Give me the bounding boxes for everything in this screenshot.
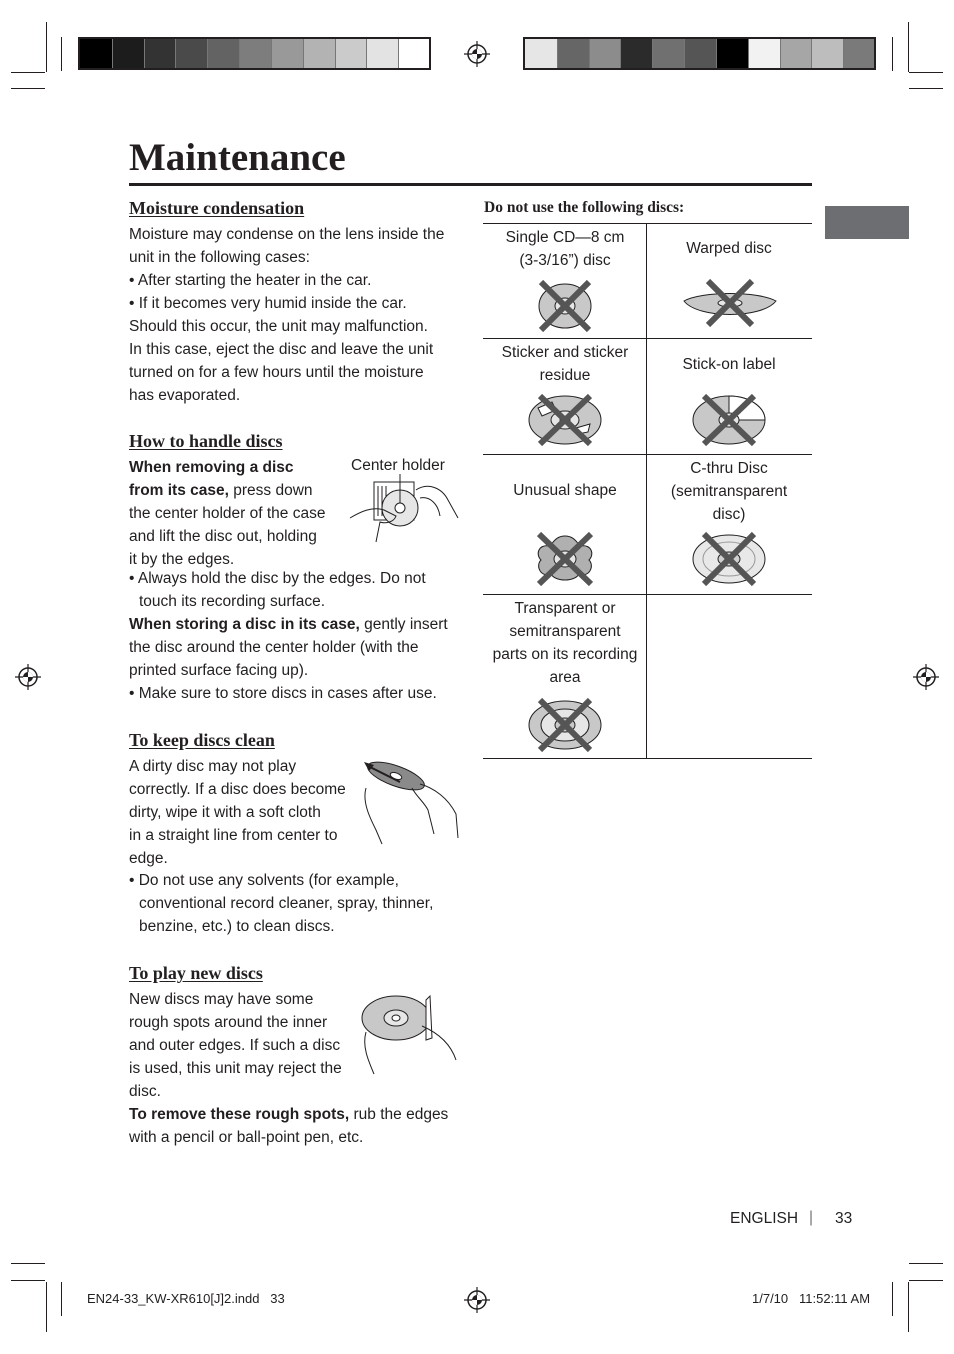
- disc-cell-transparent: Transparent or semitransparent parts on its recording area: [492, 600, 638, 686]
- table-rule: [483, 594, 812, 595]
- crop-mark: [909, 72, 943, 73]
- crop-mark: [11, 88, 45, 89]
- label-disc-crossed-icon: [692, 394, 766, 446]
- crop-mark: [909, 88, 943, 89]
- crop-mark: [61, 1282, 62, 1316]
- crop-mark: [46, 22, 47, 72]
- clean-body: A dirty disc may not play correctly. If a disc does become dirty, wipe it with a soft cloth in a straight line from center to edge.: [129, 758, 346, 867]
- table-rule: [483, 223, 812, 224]
- flower-disc-crossed-icon: [533, 532, 597, 586]
- new-discs-body: New discs may have some rough spots around the inner and outer edges. If such a disc is used, this unit may reject the disc. To remove these rough spots, rub the edges with a pencil or ball-point pen, etc.: [129, 991, 449, 1146]
- transparent-disc-crossed-icon: [528, 698, 602, 752]
- footer-language: ENGLISH: [730, 1210, 799, 1227]
- registration-mark-icon: [464, 41, 490, 67]
- disc-cell-label: Stick-on label: [682, 356, 776, 373]
- sticker-disc-crossed-icon: [528, 394, 602, 446]
- handle-heading: How to handle discs: [129, 431, 283, 451]
- disc-cell-unusual-shape: Unusual shape: [513, 482, 617, 499]
- slug-timestamp: 1/7/10 11:52:11 AM: [752, 1291, 871, 1306]
- crop-mark: [908, 1282, 909, 1332]
- crop-mark: [46, 1282, 47, 1332]
- page-title: Maintenance: [129, 136, 346, 179]
- registration-mark-icon: [913, 664, 939, 690]
- handle-body: When removing a disc from its case, press down the center holder of the case and lift the disc out, holding it by the edges.: [129, 459, 326, 568]
- crop-mark: [61, 37, 62, 71]
- section-tab: [825, 206, 909, 239]
- title-rule: [129, 183, 812, 186]
- disc-cell-single-cd: Single CD—8 cm (3-3/16”) disc: [505, 229, 625, 269]
- color-bar-grayscale: [78, 37, 431, 70]
- warped-disc-crossed-icon: [682, 279, 778, 329]
- clean-heading: To keep discs clean: [129, 730, 275, 750]
- center-holder-label: Center holder: [351, 457, 445, 474]
- crop-mark: [892, 1282, 893, 1316]
- discs-table-heading: Do not use the following discs:: [484, 199, 685, 216]
- crop-mark: [909, 1280, 943, 1281]
- crop-mark: [909, 1263, 943, 1264]
- disc-cell-sticker: Sticker and sticker residue: [501, 344, 629, 384]
- table-divider: [646, 223, 647, 758]
- footer-separator: |: [809, 1209, 814, 1226]
- clean-body-2: • Do not use any solvents (for example, conventional record cleaner, spray, thinner, benzine, etc.) to clean discs.: [129, 872, 434, 935]
- crop-mark: [11, 1280, 45, 1281]
- new-discs-heading: To play new discs: [129, 963, 263, 983]
- table-rule: [483, 758, 812, 759]
- crop-mark: [11, 1263, 45, 1264]
- disc-cell-warped: Warped disc: [686, 240, 772, 257]
- table-rule: [483, 454, 812, 455]
- crop-mark: [11, 72, 45, 73]
- disc-cell-c-thru: C-thru Disc (semitransparent disc): [670, 460, 788, 523]
- crop-mark: [892, 37, 893, 71]
- registration-mark-icon: [15, 664, 41, 690]
- moisture-body: Moisture may condense on the lens inside the unit in the following cases: • After starting the heater in the car. • If it becomes very humid inside the car. Should this occur, the unit may malfunction. In this case, eject the disc and leave the unit turned on for a few hours until the moisture has evaporated.: [129, 226, 445, 404]
- moisture-heading: Moisture condensation: [129, 198, 305, 218]
- color-bar-mixed: [523, 37, 876, 70]
- cthru-disc-crossed-icon: [692, 532, 766, 586]
- handle-body-2: • Always hold the disc by the edges. Do not touch its recording surface. When storing a disc in its case, gently insert the disc around the center holder (with the printed surface facing up). • Make sure to store discs in cases after use.: [129, 570, 448, 702]
- small-disc-crossed-icon: [538, 279, 592, 333]
- table-rule: [483, 338, 812, 339]
- page-number: 33: [835, 1210, 853, 1227]
- slug-filename: EN24-33_KW-XR610[J]2.indd 33: [87, 1291, 285, 1306]
- crop-mark: [908, 22, 909, 72]
- registration-mark-icon: [464, 1287, 490, 1313]
